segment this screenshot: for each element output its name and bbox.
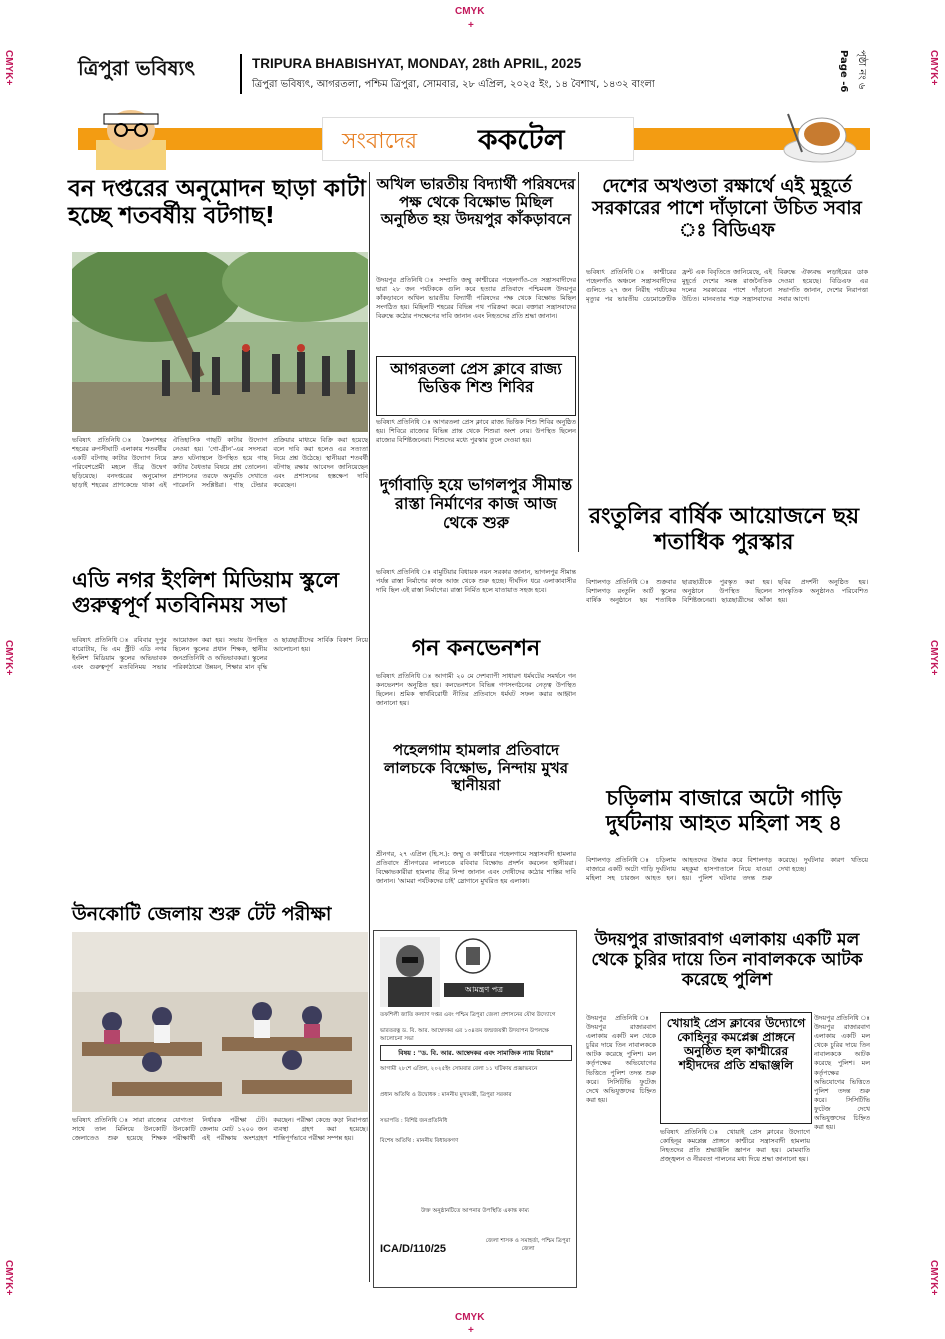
headline-gan-convention: গন কনভেনশন [411, 636, 541, 661]
ad-line-7: উক্ত অনুষ্ঠানটিতে আপনার উপস্থিতি একান্ত কাম্য [420, 1208, 530, 1214]
body-auto-accident: বিশালগড় প্রতিনিধি ঃ চড়িলাম বাজারে একটি অটো গাড়ি দুর্ঘটনায় মহিলা সহ চারজন আহত হন। আহতদের উদ্ধার করে বিশালগড় মহকুমা হাসপাতালে নিয়ে যাওয়া হয়। পুলিশ ঘটনার তদন্ত শুরু করেছে। দুর্ঘটনার কারণ খতিয়ে দেখা হচ্ছে। [586, 856, 868, 883]
headline-forest: বন দপ্তরের অনুমোদন ছাড়া কাটা হচ্ছে শতবর্ষীয় বটগাছ! [68, 176, 366, 230]
tea-cup-illustration [780, 110, 860, 165]
ad-title: আমন্ত্রণ পত্র [444, 983, 524, 997]
photo-banyan-tree [72, 252, 368, 432]
headline-bhagalpur: দুর্গাবাড়ি হয়ে ভাগলপুর সীমান্ত রাস্তা নির্মাণের কাজ আজ থেকে শুরু [379, 475, 573, 532]
headline-theft: উদয়পুর রাজারবাগ এলাকায় একটি মল থেকে চুরির দায়ে তিন নাবালককে আটক করেছে পুলিশ [591, 930, 863, 991]
body-gan-convention: ভবিষ্যৎ প্রতিনিধি ঃ আগামী ২০ মে দেশব্যাপী সাধারণ ধর্মঘটের সমর্থনে গন কনভেনশন অনুষ্ঠিত হয়। কনভেনশনে বিভিন্ন গণসংগঠনের নেতৃত্ব উপস্থিত ছিলেন। শ্রমিক স্বার্থবিরোধী নীতির প্রতিবাদে ধর্মঘট সফল করার আহ্বান জানানো হয়। [376, 672, 576, 708]
newspaper-name: ত্রিপুরা ভবিষ্যৎ [78, 56, 196, 80]
banner-word-2: ককটেল [478, 123, 565, 156]
masthead-divider [240, 54, 242, 94]
masthead-dateline-bn: ত্রিপুরা ভবিষ্যৎ, আগরতলা, পশ্চিম ত্রিপুরা, সোমবার, ২৮ এপ্রিল, ২০২৫ ইং, ১৪ বৈশাখ, ১৪৩২ বাংলা [252, 79, 655, 90]
body-theft: উদয়পুর প্রতিনিধি ঃ উদয়পুর রাজারবাগ এলাকায় একটি মল থেকে চুরির দায়ে তিন নাবালককে আটক করেছে পুলিশ। মল কর্তৃপক্ষের অভিযোগের ভিত্তিতে পুলিশ তদন্ত শুরু করে। সিসিটিভি ফুটেজ দেখে অভিযুক্তদের চিহ্নিত করা হয়। [586, 1014, 656, 1104]
body-pahalgam: শ্রীনগর, ২৭ এপ্রিল (হি.স.): জম্মু ও কাশ্মীরের পহেলগামে সন্ত্রাসবাদী হামলার প্রতিবাদে শ্রীনগরের লালচকে রবিবার বিক্ষোভ প্রদর্শন করলেন স্থানীয়রা। বিক্ষোভকারীরা হামলার তীব্র নিন্দা জানান এবং দোষীদের কঠোর শাস্তির দাবি জানান। 'আমরা পর্যটকদের চাই' স্লোগানে মুখরিত হয় এলাকা। [376, 850, 576, 886]
cmyk-mark-bottom: CMYK [455, 1312, 485, 1323]
ad-line-1: তফশিলী জাতি কল্যাণ দপ্তর এবং পশ্চিম ত্রিপুরা জেলা প্রশাসনের যৌথ উদ্যোগে [380, 1012, 556, 1018]
cmyk-mark-left-mid: CMYK+ [3, 640, 14, 676]
ad-reference: ICA/D/110/25 [380, 1243, 447, 1255]
banner-word-1: সংবাদের [342, 129, 418, 154]
ad-line-3: আগামী ২৮শে এপ্রিল, ২০২৫ইং সোমবার বেলা ১১ ঘটিকায় প্রজ্ঞাভবনে [380, 1066, 538, 1072]
ad-line-2: ভারতরত্ন ড. বি. আর. আম্বেদকর এর ১৩৪তম জন্মজয়ন্তী উদযাপন উপলক্ষে আলোচনা সভা [380, 1028, 549, 1043]
body-abvp: উদয়পুর প্রতিনিধি ঃ সম্প্রতি জম্মু কাশ্মীরের পহেলগাঁও-তে সন্ত্রাসবাদীদের দ্বারা ২৮ জন পর্যটককে গুলি করে হত্যার প্রতিবাদে পশ্চিমবঙ্গ উদয়পুর কাঁকড়াবনে অখিল ভারতীয় বিদ্যার্থী পরিষদের পক্ষ থেকে বিক্ষোভ মিছিল সংগঠিত হয়। মিছিলটি শহরের বিভিন্ন পথ পরিক্রমা করে। বক্তারা সন্ত্রাসবাদের বিরুদ্ধে কঠোর পদক্ষেপের দাবি জানান এবং নিহতদের প্রতি শ্রদ্ধা জানান। [376, 276, 576, 321]
column-rule-1 [369, 172, 370, 1282]
cmyk-mark-right-mid: CMYK+ [928, 640, 939, 676]
cmyk-mark-left-top: CMYK+ [3, 50, 14, 86]
cmyk-mark-right-bottom: CMYK+ [928, 1260, 939, 1296]
headline-rangtuli: রংতুলির বার্ষিক আয়োজনে ছয় শতাধিক পুরস্কার [588, 504, 860, 555]
headline-pahalgam: পহেলগাম হামলার প্রতিবাদে লালচকে বিক্ষোভ, নিন্দায় মুখর স্থানীয়রা [384, 741, 568, 795]
body-tet-exam: ভবিষ্যৎ প্রতিনিধি ঃ সারা রাজ্যের সাথে তাল মিলিয়ে উনকোটি জেলাতেও শুরু হয়েছে শিক্ষক যোগ্যতা নির্ধারক পরীক্ষা টেট। উনকোটি জেলায় মোট ১২০০ জন পরীক্ষার্থী এই পরীক্ষায় অংশগ্রহণ করছেন। পরীক্ষা কেন্দ্রে কড়া নিরাপত্তা ব্যবস্থা গ্রহণ করা হয়েছে। শান্তিপূর্ণভাবে পরীক্ষা সম্পন্ন হয়। [72, 1116, 368, 1143]
body-english-medium: ভবিষ্যৎ প্রতিনিধি ঃ রবিবার দুপুর বারোটায়, ভি এম স্ট্রীট এডি নগর ইংলিশ মিডিয়াম স্কুলের অভিভাবক এবং গুরুত্বপূর্ণ মতবিনিময় সভার আয়োজন করা হয়। সভায় উপস্থিত ছিলেন স্কুলের প্রধান শিক্ষক, স্থানীয় জনপ্রতিনিধি ও অভিভাবকরা। স্কুলের পরিকাঠামো উন্নয়ন, শিক্ষার মান বৃদ্ধি ও ছাত্রছাত্রীদের সার্বিক বিকাশ নিয়ে আলোচনা হয়। [72, 636, 368, 672]
plus-mark-top: + [468, 20, 474, 31]
advertisement-invitation [373, 930, 577, 1288]
body-rangtuli: বিশালগড় প্রতিনিধি ঃ শুক্রবার বিশালগড় রংতুলি আর্ট স্কুলের বার্ষিক অনুষ্ঠানে ছয় শতাধিক ছাত্রছাত্রীকে পুরস্কৃত করা হয়। অনুষ্ঠানে উপস্থিত ছিলেন বিশিষ্টজনেরা। ছাত্রছাত্রীদের আঁকা ছবির প্রদর্শনী অনুষ্ঠিত হয়। সাংস্কৃতিক অনুষ্ঠানও পরিবেশিত হয়। [586, 578, 868, 605]
headline-bdf: দেশের অখণ্ডতা রক্ষার্থে এই মুহূর্তে সরকারের পাশে দাঁড়ানো উচিত সবার ঃ বিডিএফ [592, 176, 862, 241]
body-press-club: ভবিষ্যৎ প্রতিনিধি ঃ আগরতলা প্রেস ক্লাবে রাজ্য ভিত্তিক শিশু শিবির অনুষ্ঠিত হয়। শিবিরে রাজ্যের বিভিন্ন প্রান্ত থেকে শিশুরা অংশ নেয়। উপস্থিত ছিলেন রাজ্যের বিশিষ্টজনেরা। শিশুদের মধ্যে পুরস্কার তুলে দেওয়া হয়। [376, 418, 576, 445]
ad-signatory: জেলা শাসক ও সমাহর্তা, পশ্চিম ত্রিপুরা জেলা [485, 1238, 571, 1253]
headline-abvp: অখিল ভারতীয় বিদ্যার্থী পরিষদের পক্ষ থেকে বিক্ষোভ মিছিল অনুষ্ঠিত হয় উদয়পুর কাঁকড়াবনে [376, 175, 576, 229]
photo-exam-hall [72, 932, 368, 1112]
ad-topic: বিষয় : "ড. বি. আর. আম্বেদকর এবং সামাজিক ন্যায় বিচার" [380, 1045, 572, 1061]
headline-english-medium: এডি নগর ইংলিশ মিডিয়াম স্কুলে গুরুত্বপূর্ণ মতবিনিময় সভা [72, 568, 340, 617]
cmyk-mark-left-bottom: CMYK+ [3, 1260, 14, 1296]
plus-mark-bottom: + [468, 1325, 474, 1336]
masthead-dateline: TRIPURA BHABISHYAT, MONDAY, 28th APRIL, 2025 [252, 56, 582, 71]
body-khowai: ভবিষ্যৎ প্রতিনিধি ঃ খোয়াই প্রেস ক্লাবের উদ্যোগে কোহিনূর কমপ্লেক্স প্রাঙ্গনে কাশ্মীরে সন্ত্রাসবাদী হামলায় নিহতদের প্রতি শ্রদ্ধাঞ্জলি জ্ঞাপন করা হয়। মোমবাতি প্রজ্জ্বলন ও নীরবতা পালনের মধ্য দিয়ে শ্রদ্ধা জানানো হয়। [660, 1128, 810, 1164]
government-emblem-icon [454, 937, 492, 975]
headline-press-club: আগরতলা প্রেস ক্লাবে রাজ্য ভিত্তিক শিশু শিবির [390, 360, 562, 397]
ad-line-4: প্রধান অতিথি ও উদ্বোধক : মাননীয় মুখ্যমন্ত্রী, ত্রিপুরা সরকার [380, 1092, 512, 1098]
page-number-bn: পৃষ্ঠা নং ৬ [856, 50, 867, 90]
ad-line-5: সভাপতি : বিশিষ্ট জনপ্রতিনিধি [380, 1118, 448, 1124]
body-forest: ভবিষ্যৎ প্রতিনিধি ঃ কৈলাশহর শহরের রুপসীঘাটি এলাকায় শতবর্ষীয় একটি বটগাছ কাটার উদ্যোগ নিয়ে পরিবেশপ্রেমী মহলে তীব্র উদ্বেগ ছড়িয়েছে। বনদপ্তরের অনুমোদন ছাড়াই শহরের প্রাণকেন্দ্রে থাকা এই ঐতিহাসিক গাছটি কাটার উদ্যোগ নেওয়া হয়। 'গো-গ্রীন'-এর সদস্যরা দ্রুত ঘটনাস্থলে উপস্থিত হয়ে গাছ কাটার বৈধতার বিষয়ে প্রশ্ন তোলেন। প্রশাসনের তরফে অনুমতি দেখাতে পারেননি সংশ্লিষ্টরা। গাছ টেন্ডার প্রক্রিয়ার মাধ্যমে বিক্রি করা হয়েছে বলে দাবি করা হলেও এর সত্যতা নিয়ে প্রশ্ন উঠেছে। স্থানীয়রা শতবর্ষী বটগাছ রক্ষার আবেদন জানিয়েছেন এবং প্রশাসনের হস্তক্ষেপ দাবি করেছেন। [72, 436, 368, 490]
body-theft-cont: উদয়পুর প্রতিনিধি ঃ উদয়পুর রাজারবাগ এলাকায় একটি মল থেকে চুরির দায়ে তিন নাবালককে আটক করেছে পুলিশ। মল কর্তৃপক্ষের অভিযোগের ভিত্তিতে পুলিশ তদন্ত শুরু করে। সিসিটিভি ফুটেজ দেখে অভিযুক্তদের চিহ্নিত করা হয়। [814, 1014, 870, 1132]
headline-khowai: খোয়াই প্রেস ক্লাবের উদ্যোগে কোহিনূর কমপ্লেক্স প্রাঙ্গনে অনুষ্ঠিত হল কাশ্মীরের শহীদদের প্রতি শ্রদ্ধাঞ্জলি [666, 1016, 806, 1073]
cmyk-mark-right-top: CMYK+ [928, 50, 939, 86]
ad-line-6: বিশেষ অতিথি : মাননীয় বিধায়কগণ [380, 1138, 459, 1144]
headline-auto-accident: চড়িলাম বাজারে অটো গাড়ি দুর্ঘটনায় আহত মহিলা সহ ৪ [606, 786, 842, 835]
page-number: Page -6 [838, 50, 849, 93]
headline-tet-exam: উনকোটি জেলায় শুরু টেট পরীক্ষা [72, 903, 332, 925]
cmyk-mark-top: CMYK [455, 6, 485, 17]
body-bdf: ভবিষ্যৎ প্রতিনিধি ঃ কাশ্মীরের পহেলগাঁও অঞ্চলে সন্ত্রাসবাদীদের গুলিতে ২৭ জন নিরীহ পর্যটকের মৃত্যুর পর ভারতীয় ডেমোক্রেটিক ফ্রন্ট এক বিবৃতিতে জানিয়েছে, এই মুহূর্তে দেশের সমস্ত রাজনৈতিক দলের সরকারের পাশে দাঁড়ানো উচিত। মানবতার শত্রু সন্ত্রাসবাদের বিরুদ্ধে ঐক্যবদ্ধ লড়াইয়ের ডাক দেওয়া হয়েছে। বিডিএফ এর সভাপতি জানান, দেশের নিরাপত্তা সবার আগে। [586, 268, 868, 304]
column-rule-2 [578, 172, 579, 552]
mascot-illustration [90, 106, 172, 170]
body-bhagalpur: ভবিষ্যৎ প্রতিনিধি ঃ বামুটিয়ার বিধায়ক নয়ন সরকার জানান, ভাগলপুর সীমান্ত পর্যন্ত রাস্তা নির্মাণের কাজ আজ থেকে শুরু হচ্ছে। দীর্ঘদিন ধরে এলাকাবাসীর দাবি ছিল এই রাস্তা নির্মাণের। রাস্তা নির্মিত হলে যাতায়াত সহজ হবে। [376, 568, 576, 595]
ambedkar-portrait [380, 937, 440, 1007]
